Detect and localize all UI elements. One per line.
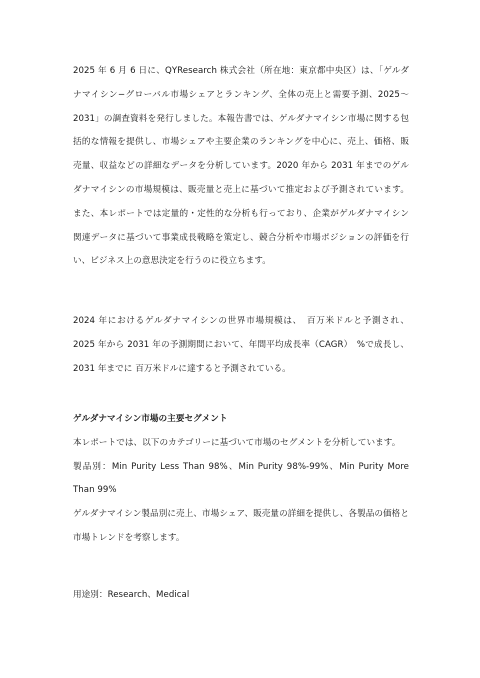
segments-by-application: 用途別：Research、Medical — [73, 590, 190, 600]
market-size-text: 2024 年におけるゲルダナマイシンの世界市場規模は、 百万米ドルと予測され、2025 年から 2031 年の予測期間において、年間平均成長率（CAGR） %で成長し、2031 年までに 百万米ドルに達すると予測されている。 — [73, 316, 409, 374]
segments-product-detail: ゲルダナマイシン製品別に売上、市場シェア、販売量の詳細を提供し、各製品の価格と市場トレンドを考察します。 — [73, 509, 409, 543]
segments-section — [73, 408, 409, 551]
intro-paragraph — [73, 60, 409, 274]
segments-intro: 本レポートでは、以下のカテゴリーに基づいて市場のセグメントを分析しています。 — [73, 437, 401, 448]
intro-text: 2025 年 6 月 6 日に、QYResearch 株式会社（所在地：東京都中央区）は、「ゲルダナマイシン−グローバル市場シェアとランキング、全体の売上と需要予測、2025〜2031」の調査資料を発行しました。本報告書では、ゲルダナマイシン市場に関する包括的な情報を提供し、市場シェアや主要企業のランキングを中心に、売上、価格、販売量、収益などの詳細なデータを分析しています。2020 年から 2031 年までのゲルダナマイシンの市場規模は、販売量と売上に基づいて推定および予測されています。また、本レポートでは定量的・定性的な分析も行っており、企業がゲルダナマイシン関連データに基づいて事業成長戦略を策定し、競合分析や市場ポジションの評価を行い、ビジネス上の意思決定を行うのに役立ちます。 — [73, 66, 409, 267]
segments-heading: ゲルダナマイシン市場の主要セグメント — [73, 414, 228, 424]
segments-by-product: 製品別：Min Purity Less Than 98%、Min Purity 98%-99%、Min Purity More Than 99% — [73, 461, 409, 496]
market-size-paragraph — [73, 310, 409, 381]
application-section — [73, 584, 409, 608]
